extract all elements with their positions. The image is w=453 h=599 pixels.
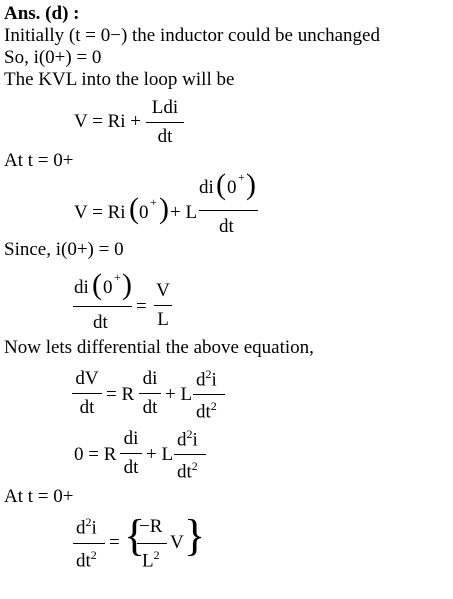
text-initially: Initially (t = 0−) the inductor could be unchanged	[4, 25, 380, 46]
eq4-mid-den: dt	[142, 397, 158, 418]
eq3-equals: =	[136, 296, 147, 317]
eq4-mid-fraction	[139, 367, 161, 420]
text-so: So, i(0+) = 0	[4, 47, 102, 68]
eq2-lhs: V = Ri	[74, 202, 126, 223]
eq6-inner-den-sup: 2	[153, 548, 160, 562]
eq4-rhs-num-tail: i	[211, 369, 217, 391]
eq4-plus-l: + L	[165, 384, 193, 405]
eq6-lhs-num-sup: 2	[85, 515, 92, 529]
eq6-equals: =	[109, 532, 120, 553]
eq2-sup: +	[150, 195, 157, 209]
eq4-rhs-den-sup: 2	[210, 399, 217, 413]
eq3-den: dt	[93, 312, 108, 333]
eq1-den: dt	[157, 126, 173, 147]
eq5-rhs-num-sup: 2	[186, 427, 193, 441]
eq2-arg: 0	[139, 202, 149, 223]
eq5-mid-fraction	[120, 427, 142, 480]
eq5-rhs-den: dt	[177, 461, 192, 483]
eq5-mid-den: dt	[123, 457, 139, 478]
eq2-num-fn: di	[199, 177, 214, 198]
eq5-mid-num: di	[123, 428, 139, 449]
eq6-lhs-den-sup: 2	[90, 548, 97, 562]
text-at-t0-2: At t = 0+	[4, 486, 74, 507]
eq6-inner-num: −R	[139, 516, 163, 537]
eq6-lhs-den: dt	[76, 550, 91, 572]
eq4-mid-num: di	[142, 368, 158, 389]
eq5-rhs-den-sup: 2	[191, 459, 198, 473]
eq3-arg: 0	[103, 277, 113, 298]
eq3-rhs-num: V	[156, 280, 170, 301]
eq3-rhs-den: L	[157, 309, 169, 330]
text-kvl: The KVL into the loop will be	[4, 69, 235, 90]
eq1-num: Ldi	[151, 97, 179, 118]
eq3-num-fn: di	[74, 277, 89, 298]
eq4-lhs-den: dt	[79, 397, 95, 418]
eq6-inner-den: L	[142, 550, 154, 572]
eq6-v: V	[170, 532, 184, 553]
eq6-lhs-num-tail: i	[91, 517, 97, 539]
eq5-lhs: 0 = R	[74, 444, 117, 465]
eq4-lhs-num: dV	[75, 368, 99, 389]
text-since: Since, i(0+) = 0	[4, 239, 124, 260]
text-now-differentiate: Now lets differential the above equation,	[4, 337, 314, 358]
eq3-sup: +	[114, 270, 121, 284]
eq2-mid: + L	[170, 202, 198, 223]
eq1-fraction	[146, 96, 184, 149]
eq1-lhs: V = Ri +	[74, 111, 142, 132]
eq5-rhs-num-tail: i	[192, 429, 198, 451]
eq3-rhs-fraction	[154, 279, 172, 332]
eq4-rhs-num-sup: 2	[205, 367, 212, 381]
eq6-lhs-num-d: d	[76, 517, 86, 539]
eq4-equals-r: = R	[106, 384, 135, 405]
eq4-rhs-den: dt	[196, 401, 211, 423]
eq2-den: dt	[219, 216, 234, 237]
answer-heading: Ans. (d) :	[4, 3, 80, 24]
eq4-lhs-fraction	[72, 367, 102, 420]
eq5-rhs-num-d: d	[177, 429, 187, 451]
eq5-plus-l: + L	[146, 444, 174, 465]
text-at-t0-1: At t = 0+	[4, 150, 74, 171]
eq4-rhs-num-d: d	[196, 369, 206, 391]
